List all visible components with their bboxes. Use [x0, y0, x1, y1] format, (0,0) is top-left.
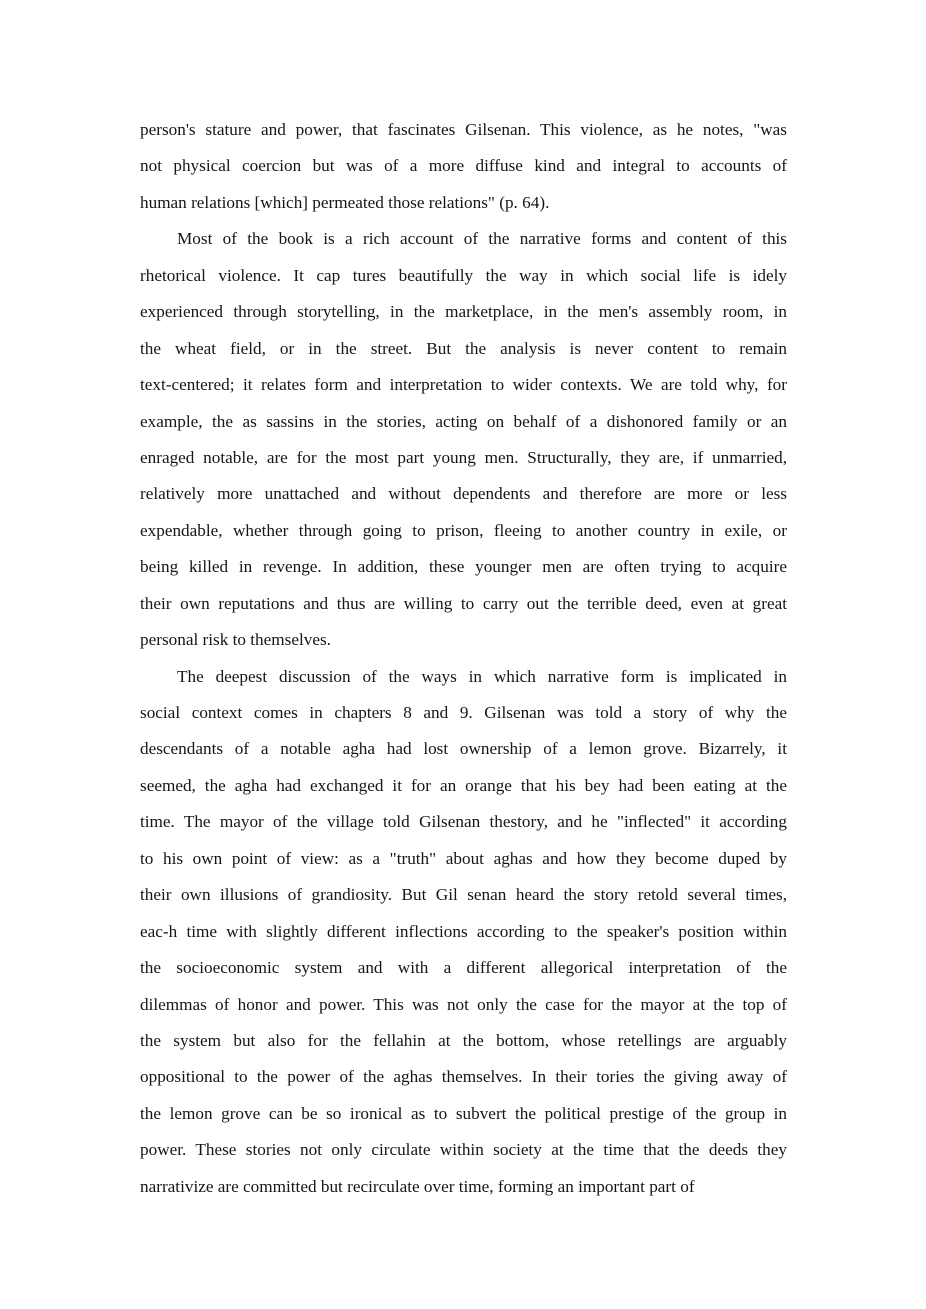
text-line: descendants of a notable agha had lost ownership of a lemon grove. Bizarrely, it	[140, 739, 787, 759]
text-line: social context comes in chapters 8 and 9. Gilsenan was told a story of why the	[140, 703, 787, 722]
text-line: their own reputations and thus are willing to carry out the terrible deed, even at great	[140, 593, 787, 613]
text-line: power. These stories not only circulate within society at the time that the deeds they	[140, 1140, 787, 1160]
text-block	[140, 112, 787, 1205]
text-line: text-centered; it relates form and interpretation to wider contexts. We are told why, for	[140, 375, 787, 395]
text-line: the wheat field, or in the street. But the analysis is never content to remain	[140, 338, 787, 358]
text-line: eac-h time with slightly different inflections according to the speaker's position within	[140, 921, 787, 941]
text-line: Most of the book is a rich account of the narrative forms and content of this	[177, 229, 787, 249]
text-line: the socioeconomic system and with a different allegorical interpretation of the	[140, 958, 787, 978]
text-line: human relations [which] permeated those relations" (p. 64).	[140, 192, 550, 212]
text-line: expendable, whether through going to prison, fleeing to another country in exile, or	[140, 520, 787, 540]
text-line: oppositional to the power of the aghas themselves. In their tories the giving away of	[140, 1067, 787, 1087]
text-line: their own illusions of grandiosity. But Gil senan heard the story retold several times,	[140, 885, 787, 905]
text-line: The deepest discussion of the ways in which narrative form is implicated in	[177, 666, 787, 686]
text-line: dilemmas of honor and power. This was not only the case for the mayor at the top of	[140, 994, 787, 1014]
paragraph	[140, 659, 787, 1206]
text-line: being killed in revenge. In addition, these younger men are often trying to acquire	[140, 557, 787, 577]
text-line: person's stature and power, that fascinates Gilsenan. This violence, as he notes, "was	[140, 120, 787, 139]
text-line: not physical coercion but was of a more diffuse kind and integral to accounts of	[140, 156, 787, 176]
paragraph	[140, 221, 787, 658]
text-line: seemed, the agha had exchanged it for an orange that his bey had been eating at the	[140, 775, 787, 795]
text-line: narrativize are committed but recirculate over time, forming an important part of	[140, 1176, 695, 1196]
text-line: the lemon grove can be so ironical as to subvert the political prestige of the group in	[140, 1103, 787, 1123]
text-line: personal risk to themselves.	[140, 630, 331, 650]
text-line: to his own point of view: as a "truth" about aghas and how they become duped by	[140, 848, 787, 868]
text-line: relatively more unattached and without dependents and therefore are more or less	[140, 484, 787, 504]
text-line: example, the as sassins in the stories, acting on behalf of a dishonored family or an	[140, 411, 787, 431]
text-line: experienced through storytelling, in the marketplace, in the men's assembly room, in	[140, 302, 787, 322]
text-line: the system but also for the fellahin at the bottom, whose retellings are arguably	[140, 1030, 787, 1050]
text-line: enraged notable, are for the most part young men. Structurally, they are, if unmarried,	[140, 447, 787, 467]
paragraph	[140, 112, 787, 221]
text-line: time. The mayor of the village told Gilsenan thestory, and he "inflected" it according	[140, 812, 787, 832]
text-line: rhetorical violence. It cap tures beautifully the way in which social life is idely	[140, 265, 787, 285]
